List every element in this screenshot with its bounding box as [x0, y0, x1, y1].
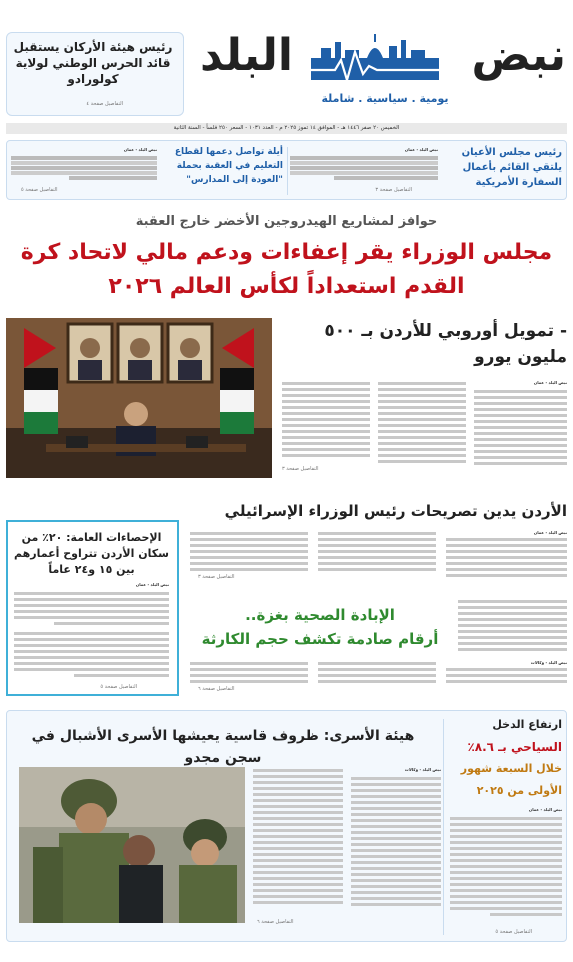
- stats-source: نبض البلد - عمان: [135, 582, 169, 587]
- top-left-headline: رئيس هيئة الأركان يستقبل قائد الحرس الوطني لولاية كولورادو: [13, 40, 173, 86]
- tourism-headline-line3: خلال السبعة شهور: [460, 762, 562, 775]
- lead-kicker: حوافز لمشاريع الهيدروجين الأخضر خارج العقبة: [135, 214, 438, 229]
- top-row-box: [6, 140, 567, 200]
- israel-headline: الأردن يدين تصريحات رئيس الوزراء الإسرائيلي: [224, 502, 567, 520]
- logo-word-left: البلد: [200, 30, 293, 81]
- ayla-source: نبض البلد - عمان: [123, 147, 157, 152]
- israel-body[interactable]: [190, 530, 567, 590]
- senate-more-link[interactable]: التفاصيل صفحة ٣: [375, 187, 412, 193]
- tourism-more-link[interactable]: التفاصيل صفحة ٥: [495, 929, 532, 935]
- masthead: [200, 22, 566, 120]
- masthead-tagline: يومية . سياسية . شاملة: [321, 92, 449, 105]
- lead-headline: مجلس الوزراء يقر إعفاءات ودعم مالي لاتحاد كرة القدم استعداداً لكأس العالم ٢٠٢٦: [20, 240, 553, 299]
- senate-story[interactable]: [290, 145, 562, 197]
- ayla-story[interactable]: [11, 145, 283, 197]
- top-left-story-box[interactable]: [6, 32, 184, 116]
- stats-box[interactable]: [6, 520, 179, 696]
- gaza-headline-line1: الإبادة الصحية بغزة..: [245, 606, 395, 624]
- dateline-text: الخميس ٢٠ صفر ١٤٤٦ هـ - الموافق ١٤ تموز ٢٠٢٥ م - العدد ١٠٣١ - السعر ٢٥٠ فلساً - السنة الثانية: [173, 125, 400, 131]
- tourism-headline-line4: الأولى من ٢٠٢٥: [476, 784, 562, 797]
- ayla-headline: أيلة تواصل دعمها لقطاع التعليم في العقبة بحملة "العودة إلى المدارس": [174, 147, 283, 185]
- tourism-headline-line1: ارتفاع الدخل: [492, 718, 562, 731]
- lead-source: نبض البلد - عمان: [533, 380, 567, 385]
- skyline-heartbeat-logo: [305, 30, 445, 88]
- israel-source: نبض البلد - عمان: [533, 530, 567, 535]
- logo-word-right: نبض: [471, 30, 566, 81]
- lead-body-columns: [282, 380, 567, 476]
- tourism-source: نبض البلد - عمان: [528, 807, 562, 812]
- prisoners-photo: [19, 767, 245, 923]
- ayla-more-link[interactable]: التفاصيل صفحة ٥: [21, 187, 58, 193]
- stats-headline: الإحصاءات العامة: ٢٠٪ من سكان الأردن تتراوح أعمارهم بين ١٥ و٢٤ عاماً: [14, 531, 169, 576]
- gaza-more-link[interactable]: التفاصيل صفحة ٦: [198, 686, 235, 692]
- tourism-headline-line2: السياحي بـ ٨.٦٪: [467, 740, 562, 754]
- gaza-right-column[interactable]: [458, 598, 567, 658]
- top-left-more-link[interactable]: التفاصيل صفحة ٤: [86, 101, 123, 107]
- bottom-column-divider: [443, 719, 444, 935]
- gaza-body[interactable]: [190, 660, 567, 700]
- senate-body: [290, 155, 438, 185]
- dateline-bar: [6, 123, 567, 134]
- lead-more-link[interactable]: التفاصيل صفحة ٣: [282, 466, 319, 472]
- prisoners-text-lines: [253, 767, 441, 917]
- stats-more-link[interactable]: التفاصيل صفحة ٥: [100, 684, 137, 690]
- senate-headline: رئيس مجلس الأعيان يلتقي القائم بأعمال السفارة الأمريكية: [461, 147, 562, 188]
- lead-subheadline: - تمويل أوروبي للأردن بـ ٥٠٠ مليون يورو: [324, 321, 567, 367]
- lead-text-lines: [282, 380, 567, 470]
- prisoners-more-link[interactable]: التفاصيل صفحة ٦: [257, 919, 294, 925]
- prisoners-source: نبض البلد - وكالات: [404, 767, 441, 772]
- cabinet-meeting-photo: [6, 318, 272, 478]
- prisoners-headline: هيئة الأسرى: ظروف قاسية يعيشها الأسرى الأشبال في سجن مجدو: [31, 728, 415, 766]
- gaza-headline-line2: أرقام صادمة تكشف حجم الكارثة: [201, 630, 439, 648]
- column-divider: [287, 147, 288, 195]
- israel-more-link[interactable]: التفاصيل صفحة ٣: [198, 574, 235, 580]
- gaza-source: نبض البلد - وكالات: [530, 660, 567, 665]
- tourism-story[interactable]: [450, 715, 562, 939]
- ayla-body: [11, 155, 157, 185]
- bottom-section-box: [6, 710, 567, 942]
- senate-source: نبض البلد - عمان: [404, 147, 438, 152]
- stats-text-lines: [14, 590, 169, 682]
